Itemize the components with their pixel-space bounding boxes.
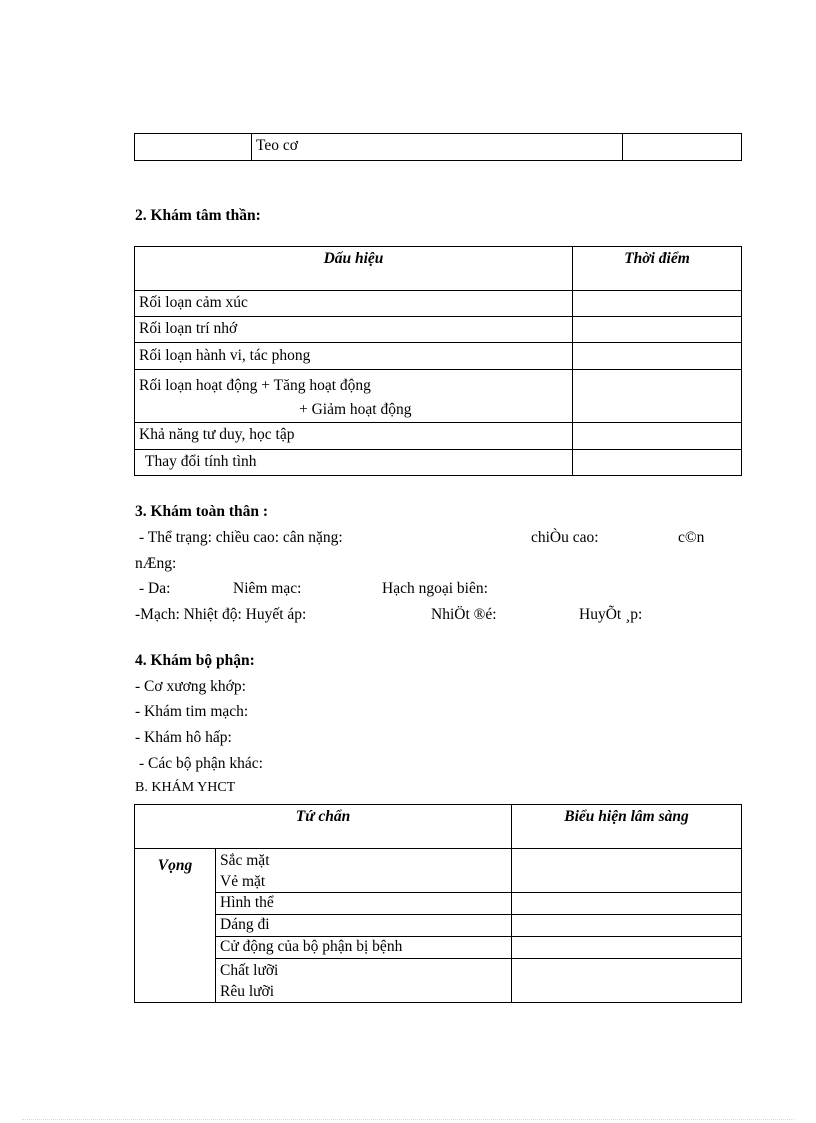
physique-height-garbled: chiÒu cao: — [531, 529, 599, 546]
table-row-value — [573, 343, 742, 370]
table-row-observation: Dáng đi — [216, 915, 512, 937]
list-item: - Khám hô hấp: — [135, 729, 232, 746]
table-row-value — [573, 317, 742, 343]
physique-line-label: - Thể trạng: chiều cao: cân nặng: — [139, 529, 343, 546]
physique-weight-garbled-cont: nÆng: — [135, 555, 177, 572]
page-bottom-divider — [22, 1119, 794, 1120]
list-item: - Cơ xương khớp: — [135, 678, 246, 695]
mental-exam-table — [134, 246, 742, 476]
section-2-heading: 2. Khám tâm thần: — [135, 207, 261, 224]
lymph-label: Hạch ngoại biên: — [382, 580, 488, 597]
table-row-value — [512, 915, 742, 937]
table-row-activity — [135, 370, 573, 423]
section-4-heading: 4. Khám bộ phận: — [135, 652, 255, 669]
table-row-value — [512, 849, 742, 893]
observation-line: Sắc mặt — [220, 852, 270, 869]
group-vong: Vọng — [135, 849, 216, 1003]
col-header-time: Thời điểm — [573, 247, 742, 291]
table-row-observation — [216, 959, 512, 1003]
table-row-value — [573, 291, 742, 317]
top-table — [134, 133, 742, 161]
observation-line: Vẻ mặt — [220, 873, 266, 890]
top-table-empty-cell — [623, 134, 742, 161]
table-row-label: Rối loạn cảm xúc — [135, 291, 573, 317]
table-row-value — [512, 937, 742, 959]
observation-line: Chất lưỡi — [220, 962, 279, 979]
top-table-empty-cell — [135, 134, 252, 161]
physique-weight-garbled: c©n — [678, 529, 705, 546]
col-header-four-diagnostics: Tứ chẩn — [135, 805, 512, 849]
table-row-label: Thay đổi tính tình — [135, 450, 573, 476]
table-row-label: Khả năng tư duy, học tập — [135, 423, 573, 450]
section-b-heading: B. KHÁM YHCT — [135, 780, 236, 795]
vitals-label: -Mạch: Nhiệt độ: Huyết áp: — [135, 606, 307, 623]
vitals-temp-garbled: NhiÖt ®é: — [431, 606, 497, 623]
col-header-clinical-signs: Biểu hiện lâm sàng — [512, 805, 742, 849]
table-row-observation: Cử động của bộ phận bị bệnh — [216, 937, 512, 959]
activity-line-decrease: + Giảm hoạt động — [299, 401, 412, 418]
observation-line: Rêu lưỡi — [220, 983, 275, 1000]
col-header-sign: Dấu hiệu — [135, 247, 573, 291]
table-row-value — [573, 450, 742, 476]
skin-label: - Da: — [139, 580, 171, 597]
table-row-label: Rối loạn hành vi, tác phong — [135, 343, 573, 370]
list-item: - Các bộ phận khác: — [139, 755, 263, 772]
vitals-bp-garbled: HuyÕt ¸p: — [579, 606, 643, 623]
table-row-value — [573, 370, 742, 423]
table-row-observation — [216, 849, 512, 893]
mucosa-label: Niêm mạc: — [233, 580, 302, 597]
yhct-table — [134, 804, 742, 1003]
section-3-heading: 3. Khám toàn thân : — [135, 503, 269, 520]
activity-line-increase: Rối loạn hoạt động + Tăng hoạt động — [139, 377, 371, 394]
table-row-label: Rối loạn trí nhớ — [135, 317, 573, 343]
list-item: - Khám tim mạch: — [135, 703, 249, 720]
top-table-cell-teo-co: Teo cơ — [252, 134, 623, 161]
table-row-value — [512, 893, 742, 915]
table-row-observation: Hình thể — [216, 893, 512, 915]
table-row-value — [573, 423, 742, 450]
table-row-value — [512, 959, 742, 1003]
